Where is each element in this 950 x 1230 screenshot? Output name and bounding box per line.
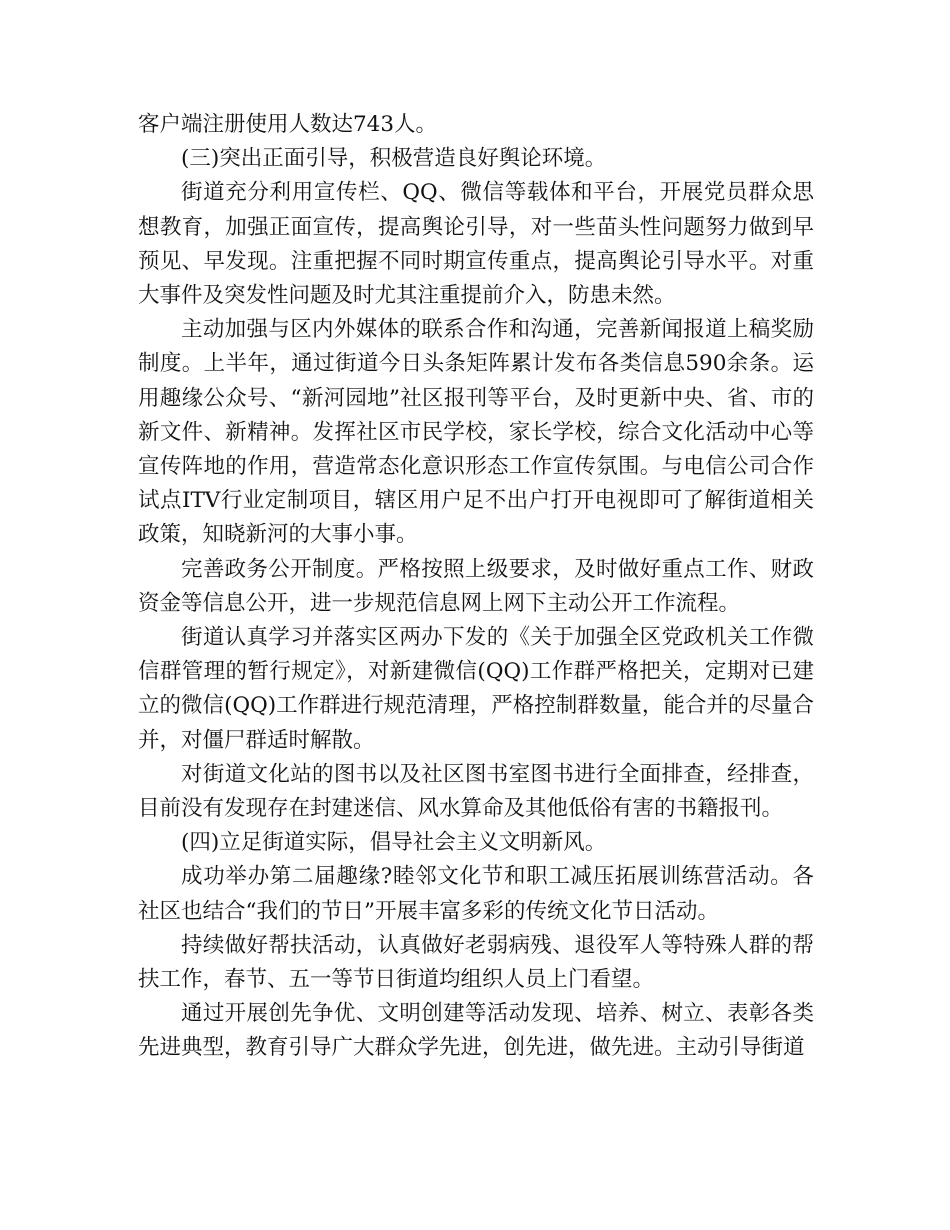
paragraph: 对街道文化站的图书以及社区图书室图书进行全面排查，经排查，目前没有发现存在封建迷信、风水算命及其他低俗有害的书籍报刊。 xyxy=(138,761,814,822)
paragraph: 街道认真学习并落实区两办下发的《关于加强全区党政机关工作微信群管理的暂行规定》，对新建微信(QQ)工作群严格把关，定期对已建立的微信(QQ)工作群进行规范清理，严格控制群数量，能合并的尽量合并，对僵尸群适时解散。 xyxy=(138,625,814,753)
paragraph: 通过开展创先争优、文明创建等活动发现、培养、树立、表彰各类先进典型，教育引导广大群众学先进，创先进，做先进。主动引导街道 xyxy=(138,1001,814,1061)
paragraph: 完善政务公开制度。严格按照上级要求，及时做好重点工作、财政资金等信息公开，进一步规范信息网上网下主动公开工作流程。 xyxy=(138,556,814,616)
section-heading: (三)突出正面引导，积极营造良好舆论环境。 xyxy=(181,146,607,172)
paragraph: 成功举办第二届趣缘?睦邻文化节和职工减压拓展训练营活动。各社区也结合“我们的节日”开展丰富多彩的传统文化节日活动。 xyxy=(138,864,814,924)
paragraph: 主动加强与区内外媒体的联系合作和沟通，完善新闻报道上稿奖励制度。上半年，通过街道今日头条矩阵累计发布各类信息590余条。运用趣缘公众号、“新河园地”社区报刊等平台，及时更新中央、省、市的新文件、新精神。发挥社区市民学校，家长学校，综合文化活动中心等宣传阵地的作用，营造常态化意识形态工作宣传氛围。与电信公司合作试点ITV行业定制项目，辖区用户足不出户打开电视即可了解街道相关政策，知晓新河的大事小事。 xyxy=(138,317,814,548)
document-page xyxy=(138,108,814,1066)
paragraph: 街道充分利用宣传栏、QQ、微信等载体和平台，开展党员群众思想教育，加强正面宣传，提高舆论引导，对一些苗头性问题努力做到早预见、早发现。注重把握不同时期宣传重点，提高舆论引导水平。对重大事件及突发性问题及时尤其注重提前介入，防患未然。 xyxy=(138,180,814,309)
paragraph: 持续做好帮扶活动，认真做好老弱病残、退役军人等特殊人群的帮扶工作，春节、五一等节日街道均组织人员上门看望。 xyxy=(138,932,814,993)
paragraph: 客户端注册使用人数达743人。 xyxy=(138,112,438,137)
section-heading: (四)立足街道实际，倡导社会主义文明新风。 xyxy=(181,830,607,856)
